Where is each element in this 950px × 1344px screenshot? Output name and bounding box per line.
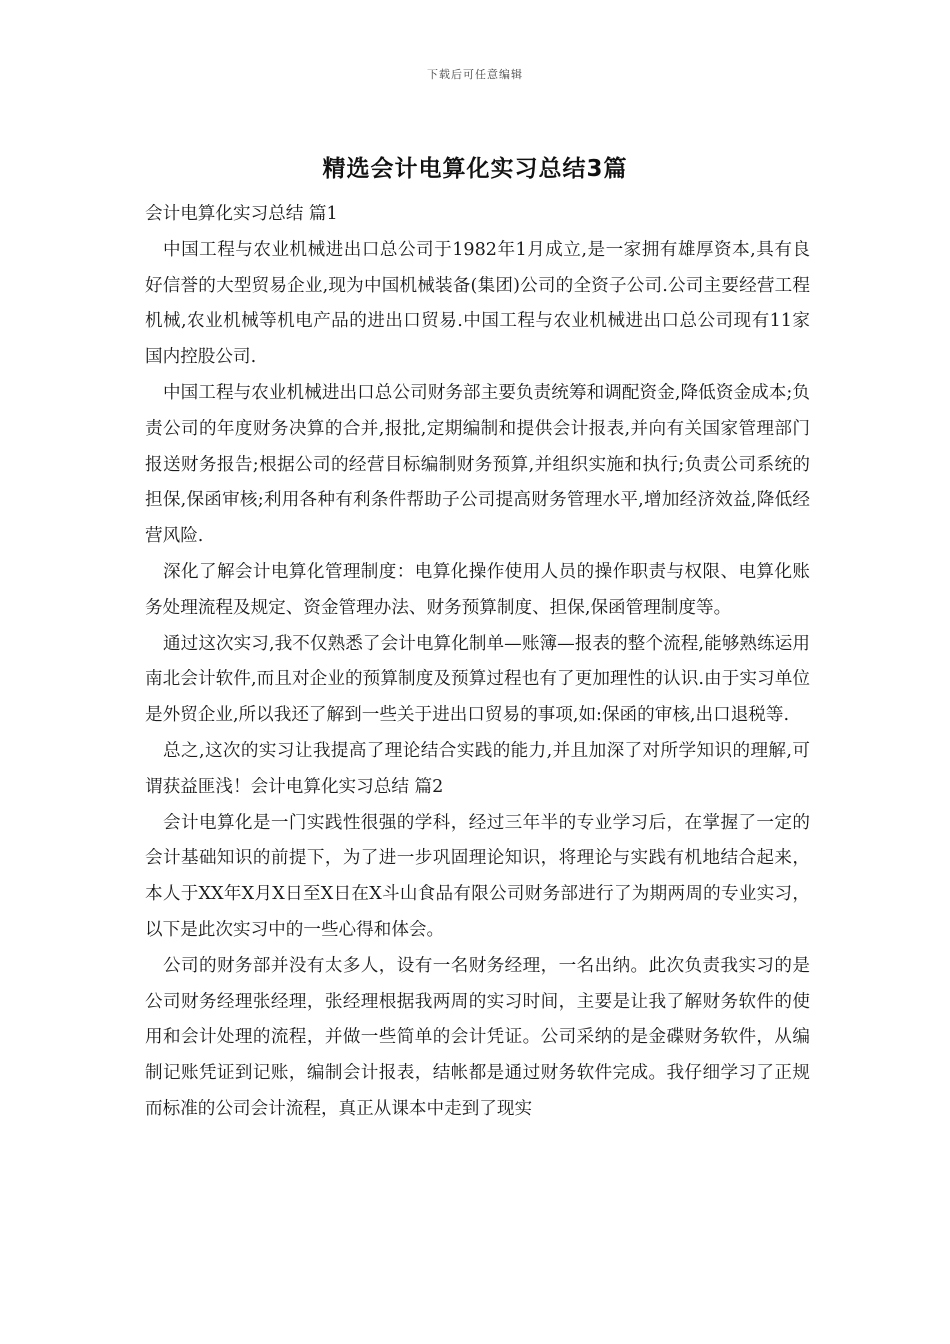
header-note: 下载后可任意编辑 bbox=[427, 68, 523, 81]
paragraph: 深化了解会计电算化管理制度：电算化操作使用人员的操作职责与权限、电算化账务处理流程及规定、资金管理办法、财务预算制度、担保,保函管理制度等。 bbox=[145, 561, 810, 618]
paragraph: 总之,这次的实习让我提高了理论结合实践的能力,并且加深了对所学知识的理解,可谓获益匪浅！会计电算化实习总结 篇2 bbox=[145, 740, 810, 797]
document-title: 精选会计电算化实习总结3篇 bbox=[322, 156, 628, 182]
paragraph: 通过这次实习,我不仅熟悉了会计电算化制单—账簿—报表的整个流程,能够熟练运用南北会计软件,而且对企业的预算制度及预算过程也有了更加理性的认识.由于实习单位是外贸企业,所以我还了解到一些关于进出口贸易的事项,如:保函的审核,出口退税等. bbox=[145, 633, 810, 726]
paragraph: 公司的财务部并没有太多人，设有一名财务经理，一名出纳。此次负责我实习的是公司财务经理张经理，张经理根据我两周的实习时间，主要是让我了解财务软件的使用和会计处理的流程，并做一些简单的会计凭证。公司采纳的是金碟财务软件，从编制记账凭证到记账，编制会计报表，结帐都是通过财务软件完成。我仔细学习了正规而标准的公司会计流程，真正从课本中走到了现实 bbox=[145, 955, 810, 1119]
paragraph: 中国工程与农业机械进出口总公司于1982年1月成立,是一家拥有雄厚资本,具有良好信誉的大型贸易企业,现为中国机械装备(集团)公司的全资子公司.公司主要经营工程机械,农业机械等机电产品的进出口贸易.中国工程与农业机械进出口总公司现有11家国内控股公司. bbox=[145, 239, 810, 368]
document-body bbox=[145, 197, 810, 1128]
section-heading: 会计电算化实习总结 篇1 bbox=[145, 204, 338, 224]
paragraph: 会计电算化是一门实践性很强的学科，经过三年半的专业学习后，在掌握了一定的会计基础知识的前提下，为了进一步巩固理论知识，将理论与实践有机地结合起来，本人于XX年X月X日至X日在X斗山食品有限公司财务部进行了为期两周的专业实习，以下是此次实习中的一些心得和体会。 bbox=[145, 812, 810, 940]
paragraph: 中国工程与农业机械进出口总公司财务部主要负责统筹和调配资金,降低资金成本;负责公司的年度财务决算的合并,报批,定期编制和提供会计报表,并向有关国家管理部门报送财务报告;根据公司的经营目标编制财务预算,并组织实施和执行;负责公司系统的担保,保函审核;利用各种有利条件帮助子公司提高财务管理水平,增加经济效益,降低经营风险. bbox=[145, 382, 810, 547]
